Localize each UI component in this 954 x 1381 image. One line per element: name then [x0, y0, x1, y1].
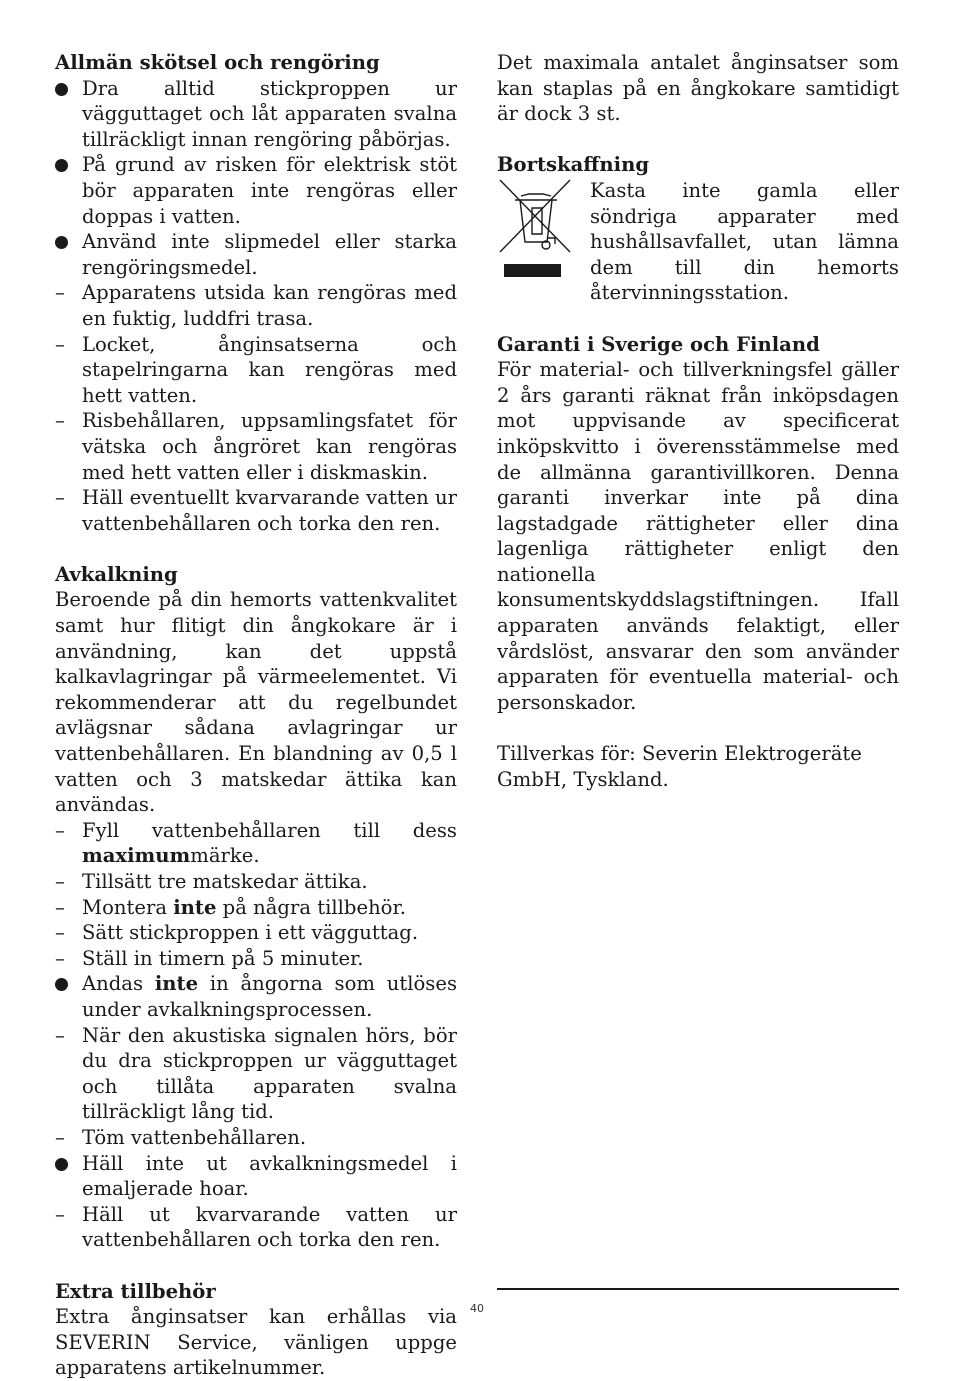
- descaling-list: [55, 818, 457, 1253]
- guarantee-text: För material- och tillverkningsfel gäller 2 års garanti räknat från inköpsdagen mot uppvisande av specificerat inköpskvitto i överensstämmelse med de allmänna garantivillkoren. Denna garanti inverkar inte på dina lagstadgade rättigheter eller dina lagenliga rättigheter enligt den nationella konsumentskyddslagstiftningen. Ifall apparaten används felaktigt, eller vårdslöst, ansvarar den som använder apparaten för eventuella material- och personskador.: [497, 358, 899, 714]
- extra-accessories-text: Extra ånginsatser kan erhållas via SEVERIN Service, vänligen uppge apparatens artikelnummer.: [55, 1305, 457, 1380]
- disposal-block: [497, 178, 899, 306]
- max-inserts-text: Det maximala antalet ånginsatser som kan staplas på en ångkokare samtidigt är dock 3 st.: [497, 51, 899, 126]
- list-item: – Sätt stickproppen i ett vägguttag.: [55, 921, 419, 945]
- page-number: 40: [470, 1302, 484, 1315]
- bullet-icon: [55, 978, 68, 991]
- list-item: Använd inte slipmedel eller starka rengöringsmedel.: [55, 229, 457, 280]
- list-item: Dra alltid stickproppen ur vägguttaget och låt apparaten svalna tillräckligt innan rengöring påbörjas.: [55, 76, 457, 153]
- right-column: [497, 50, 899, 792]
- list-item: – Montera inte på några tillbehör.: [55, 895, 406, 919]
- heading-disposal: Bortskaffning: [497, 153, 650, 177]
- descaling-intro: Beroende på din hemorts vattenkvalitet samt hur flitigt din ångkokare är i användning, kan det uppstå kalkavlagringar på värmeelementet. Vi rekommenderar att du regelbundet avlägsnar sådana avlagringar ur vattenbehållaren. En blandning av 0,5 l vatten och 3 matskedar ättika kan användas.: [55, 588, 457, 817]
- crossed-out-wheelie-bin-icon: [497, 178, 575, 278]
- list-item: – Risbehållaren, uppsamlingsfatet för vätska och ångröret kan rengöras med hett vatten eller i diskmaskin.: [55, 409, 457, 484]
- list-item: – Locket, ånginsatserna och stapelringarna kan rengöras med hett vatten.: [55, 332, 457, 407]
- bullet-icon: [55, 1158, 68, 1171]
- list-item: – Töm vattenbehållaren.: [55, 1125, 307, 1149]
- list-item: – När den akustiska signalen hörs, bör du dra stickproppen ur vägguttaget och tillåta apparaten svalna tillräckligt lång tid.: [55, 1023, 457, 1124]
- footer-rule: [497, 1288, 899, 1290]
- heading-care-cleaning: Allmän skötsel och rengöring: [55, 51, 380, 74]
- list-item: Andas inte in ångorna som utlöses under avkalkningsprocessen.: [55, 971, 457, 1022]
- list-item: – Tillsätt tre matskedar ättika.: [55, 870, 368, 893]
- manufacturer-text: Tillverkas för: Severin Elektrogeräte GmbH, Tyskland.: [497, 742, 862, 791]
- bullet-icon: [55, 83, 68, 96]
- bullet-icon: [55, 236, 68, 249]
- list-item: På grund av risken för elektrisk stöt bör apparaten inte rengöras eller doppas i vatten.: [55, 152, 457, 229]
- heading-descaling: Avkalkning: [55, 562, 178, 586]
- disposal-text: Kasta inte gamla eller söndriga apparater med hushållsavfallet, utan lämna dem till din hemorts återvinningsstation.: [590, 178, 899, 305]
- left-column: [55, 50, 457, 1381]
- bullet-icon: [55, 159, 68, 172]
- list-item: – Häll ut kvarvarande vatten ur vattenbehållaren och torka den ren.: [55, 1202, 457, 1252]
- list-item: – Ställ in timern på 5 minuter.: [55, 946, 364, 970]
- list-item: – Häll eventuellt kvarvarande vatten ur vattenbehållaren och torka den ren.: [55, 486, 457, 535]
- heading-guarantee: Garanti i Sverige och Finland: [497, 332, 820, 356]
- list-item: – Apparatens utsida kan rengöras med en fuktig, luddfri trasa.: [55, 281, 457, 330]
- care-cleaning-list: [55, 76, 457, 537]
- heading-extra-accessories: Extra tillbehör: [55, 1279, 216, 1303]
- list-item: – Fyll vattenbehållaren till dess maximummärke.: [55, 818, 457, 868]
- list-item: Häll inte ut avkalkningsmedel i emaljerade hoar.: [55, 1151, 457, 1202]
